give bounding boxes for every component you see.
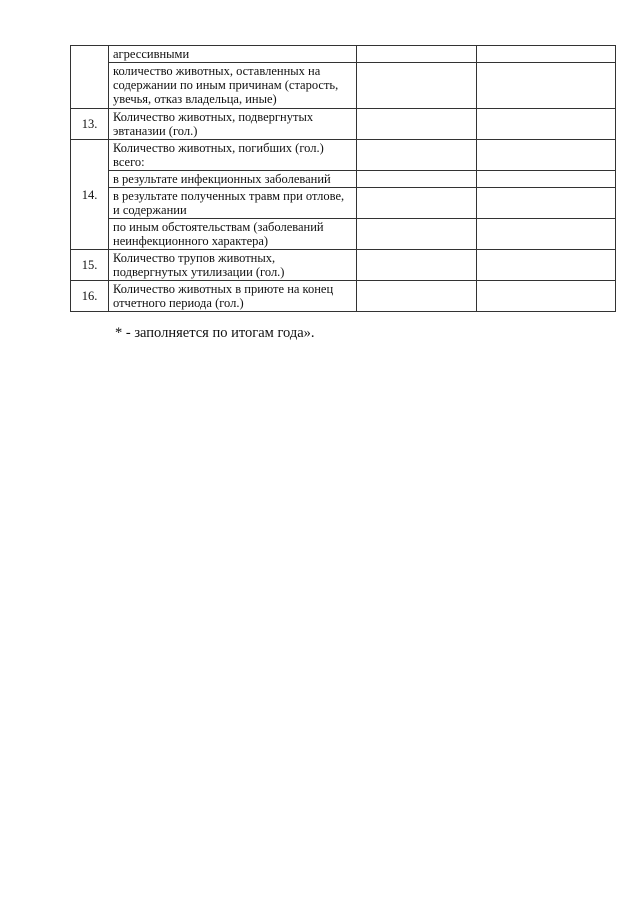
value-cell [357, 140, 477, 171]
value-cell [357, 46, 477, 63]
value-cell [477, 281, 616, 312]
row-number-cell: 14. [71, 140, 109, 250]
table-row [71, 281, 616, 312]
report-table [70, 45, 616, 312]
value-cell [477, 63, 616, 109]
row-label-cell: в результате полученных травм при отлове, и содержании [109, 188, 357, 219]
value-cell [357, 63, 477, 109]
row-label-cell: в результате инфекционных заболеваний [109, 171, 357, 188]
row-label-cell: Количество трупов животных, подвергнутых утилизации (гол.) [109, 250, 357, 281]
value-cell [357, 188, 477, 219]
row-label-cell: Количество животных, погибших (гол.) всего: [109, 140, 357, 171]
table-row [71, 219, 616, 250]
value-cell [477, 250, 616, 281]
value-cell [357, 109, 477, 140]
value-cell [477, 140, 616, 171]
table-row [71, 109, 616, 140]
table-row [71, 250, 616, 281]
row-number-cell [71, 46, 109, 109]
value-cell [477, 171, 616, 188]
value-cell [477, 188, 616, 219]
value-cell [357, 281, 477, 312]
row-number-cell: 16. [71, 281, 109, 312]
row-label-cell: количество животных, оставленных на содержании по иным причинам (старость, увечья, отказ владельца, иные) [109, 63, 357, 109]
table-row [71, 63, 616, 109]
table-row [71, 188, 616, 219]
row-number-cell: 15. [71, 250, 109, 281]
table-row [71, 140, 616, 171]
value-cell [477, 219, 616, 250]
row-label-cell: по иным обстоятельствам (заболеваний неинфекционного характера) [109, 219, 357, 250]
value-cell [477, 109, 616, 140]
value-cell [357, 219, 477, 250]
table-row [71, 46, 616, 63]
value-cell [357, 171, 477, 188]
table-row [71, 171, 616, 188]
row-label-cell: Количество животных, подвергнутых эвтаназии (гол.) [109, 109, 357, 140]
row-label-cell: агрессивными [109, 46, 357, 63]
value-cell [357, 250, 477, 281]
row-number-cell: 13. [71, 109, 109, 140]
footnote: * - заполняется по итогам года». [115, 325, 315, 341]
value-cell [477, 46, 616, 63]
row-label-cell: Количество животных в приюте на конец отчетного периода (гол.) [109, 281, 357, 312]
